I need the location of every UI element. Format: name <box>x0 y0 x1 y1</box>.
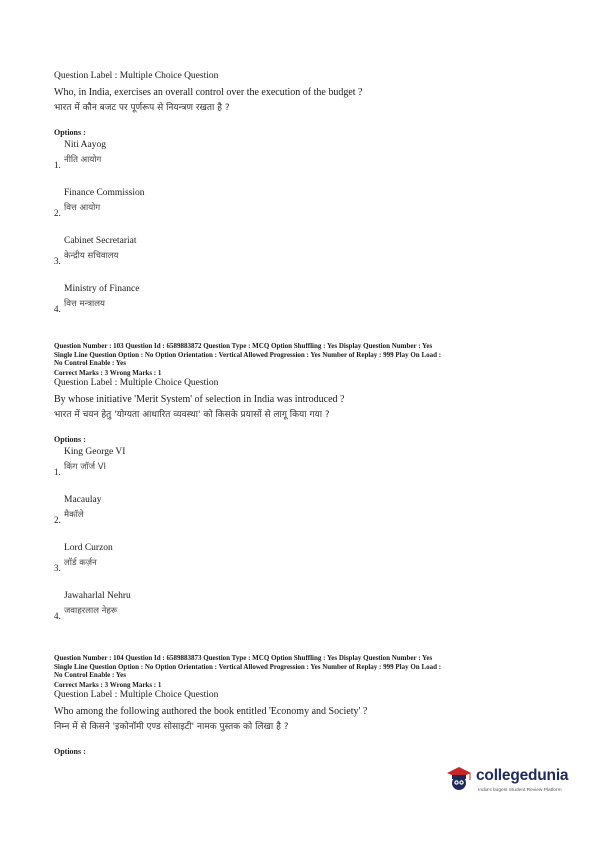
option-number: 3. <box>54 562 61 573</box>
option-number: 1. <box>54 160 61 170</box>
option-4 <box>54 591 554 639</box>
option-number: 2. <box>54 514 61 525</box>
option-text-english: Ministry of Finance <box>64 284 140 294</box>
option-text-hindi: वित्त आयोग <box>64 203 101 213</box>
option-text-english: Macaulay <box>64 494 102 505</box>
question-text-english: Who, in India, exercises an overall control over the execution of the budget ? <box>54 87 363 98</box>
question-102 <box>54 70 554 332</box>
option-text-english: King George VI <box>64 446 126 457</box>
question-marks: Correct Marks : 3 Wrong Marks : 1 <box>54 368 162 377</box>
option-number: 4. <box>54 610 61 621</box>
option-2 <box>54 495 554 543</box>
option-1 <box>54 140 554 188</box>
question-meta-line-3: No Control Enable : Yes <box>54 359 126 367</box>
question-label: Question Label : Multiple Choice Question <box>54 689 219 700</box>
option-text-english: Niti Aayog <box>64 140 106 150</box>
option-text-hindi: किंग जॉर्ज VI <box>64 461 107 472</box>
question-text-hindi: भारत में चयन हेतु 'योग्यता आधारित व्यवस्था' को किसके प्रयासों से लागू किया गया ? <box>54 409 330 420</box>
option-3 <box>54 543 554 591</box>
option-text-hindi: नीति आयोग <box>64 155 102 165</box>
question-marks: Correct Marks : 3 Wrong Marks : 1 <box>54 680 162 689</box>
question-text-english: Who among the following authored the book entitled 'Economy and Society' ? <box>54 705 368 717</box>
option-text-english: Jawaharlal Nehru <box>64 590 131 601</box>
question-text-english: By whose initiative 'Merit System' of selection in India was introduced ? <box>54 393 345 405</box>
option-2 <box>54 188 554 236</box>
option-1 <box>54 447 554 495</box>
question-meta-line-1: Question Number : 103 Question Id : 6589883872 Question Type : MCQ Option Shuffling : Yes Display Question Number : Yes <box>54 342 433 350</box>
logo-brand-text: collegedunia <box>476 767 569 784</box>
option-3 <box>54 236 554 284</box>
options-heading: Options : <box>54 434 86 444</box>
question-103 <box>54 342 554 639</box>
question-meta-line-2: Single Line Question Option : No Option Orientation : Vertical Allowed Progression : Yes Number of Replay : 999 Play On Load : <box>54 662 442 671</box>
option-text-hindi: जवाहरलाल नेहरू <box>64 605 118 616</box>
option-number: 1. <box>54 466 61 477</box>
question-label: Question Label : Multiple Choice Question <box>54 71 219 81</box>
option-text-english: Lord Curzon <box>64 542 113 553</box>
question-meta-line-2: Single Line Question Option : No Option Orientation : Vertical Allowed Progression : Yes Number of Replay : 999 Play On Load : <box>54 350 442 359</box>
logo-tagline: India's largest Student Review Platform <box>478 788 562 793</box>
option-number: 2. <box>54 208 61 218</box>
question-meta-line-3: No Control Enable : Yes <box>54 671 126 679</box>
option-4 <box>54 284 554 332</box>
question-text-hindi: निम्न में से किसने 'इकोनॉमी एण्ड सोसाइटी' नामक पुस्तक को लिखा है ? <box>54 721 289 732</box>
option-text-hindi: वित्त मन्त्रालय <box>64 299 105 309</box>
option-number: 4. <box>54 304 61 314</box>
question-meta-line-1: Question Number : 104 Question Id : 6589883873 Question Type : MCQ Option Shuffling : Yes Display Question Number : Yes <box>54 654 433 662</box>
option-text-hindi: केन्द्रीय सचिवालय <box>64 251 119 261</box>
graduate-mascot-icon <box>444 764 474 794</box>
question-104 <box>54 654 554 756</box>
option-text-hindi: मैकॉले <box>64 509 84 520</box>
collegedunia-logo <box>444 762 584 812</box>
question-text-hindi: भारत में कौन बजट पर पूर्णरूप से नियन्त्रण रखता है ? <box>54 103 230 113</box>
question-label: Question Label : Multiple Choice Question <box>54 377 219 388</box>
options-heading: Options : <box>54 746 86 756</box>
option-text-english: Cabinet Secretariat <box>64 236 137 246</box>
options-heading: Options : <box>54 128 86 137</box>
option-text-english: Finance Commission <box>64 188 145 198</box>
option-number: 3. <box>54 256 61 266</box>
option-text-hindi: लॉर्ड कर्ज़न <box>64 557 97 568</box>
